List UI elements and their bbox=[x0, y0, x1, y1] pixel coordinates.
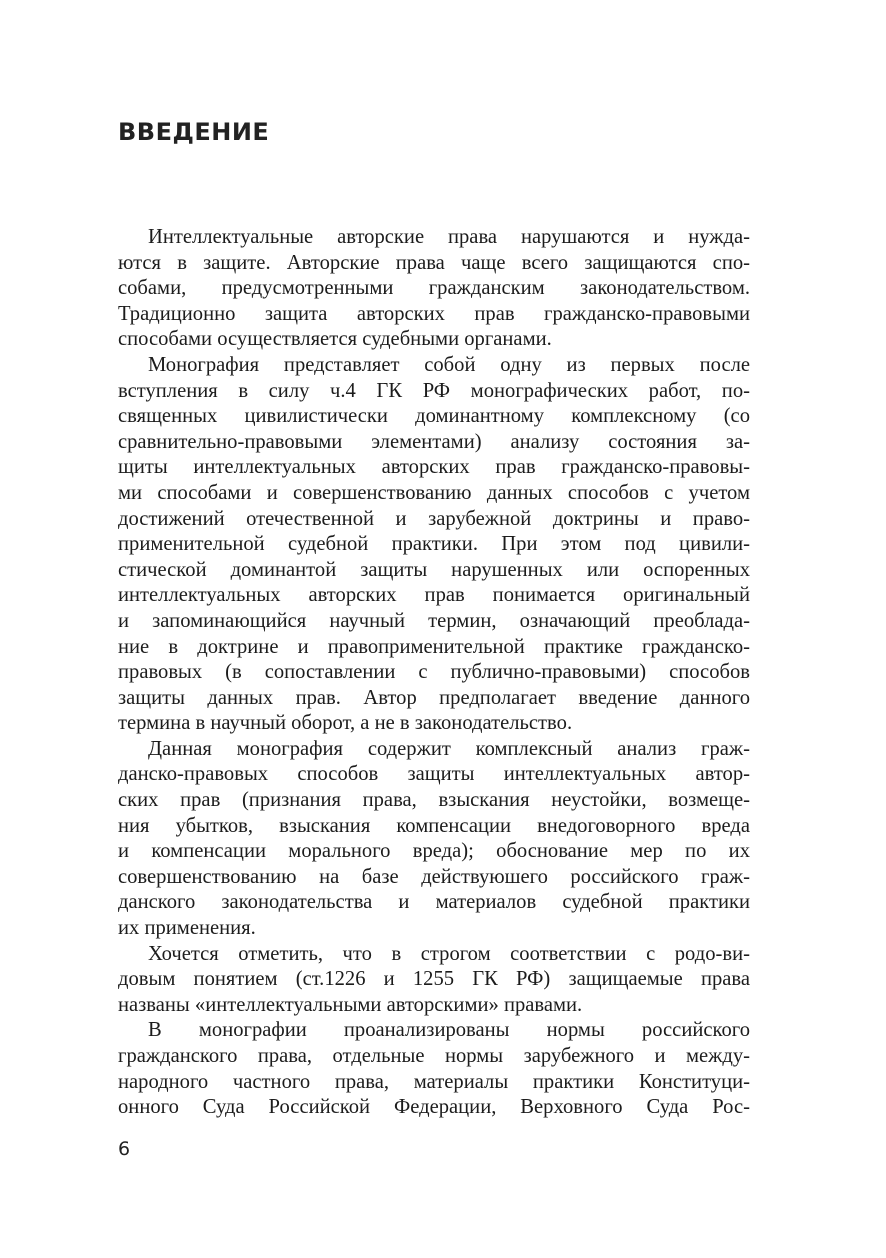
text-line: Интеллектуальные авторские права нарушаются и нужда- bbox=[148, 226, 750, 248]
text-line: применительной судебной практики. При этом под цивили- bbox=[118, 533, 750, 556]
text-line: названы «интеллектуальными авторскими» правами. bbox=[118, 993, 583, 1016]
paragraph bbox=[118, 1018, 750, 1120]
text-line: правовых (в сопоставлении с публично-правовыми) способов bbox=[118, 661, 750, 684]
text-line: вступления в силу ч.4 ГК РФ монографических работ, по- bbox=[118, 379, 750, 402]
paragraph bbox=[118, 942, 750, 1019]
text-line: ние в доктрине и правоприменительной практике гражданско- bbox=[118, 635, 750, 658]
text-line: В монографии проанализированы нормы российского bbox=[148, 1019, 750, 1042]
text-line: данско-правовых способов защиты интеллектуальных автор- bbox=[118, 763, 750, 786]
body-text bbox=[118, 225, 750, 1121]
text-line: гражданского права, отдельные нормы зарубежного и между- bbox=[118, 1045, 750, 1067]
text-line: достижений отечественной и зарубежной доктрины и право- bbox=[118, 507, 750, 530]
text-line: сравнительно-правовыми элементами) анализу состояния за- bbox=[118, 430, 750, 453]
paragraph bbox=[118, 353, 750, 737]
text-line: Монография представляет собой одну из первых после bbox=[148, 353, 750, 376]
text-line: онного Суда Российской Федерации, Верховного Суда Рос- bbox=[118, 1096, 750, 1119]
text-line: ются в защите. Авторские права чаще всего защищаются спо- bbox=[118, 251, 750, 274]
text-line: термина в научный оборот, а не в законодательство. bbox=[118, 712, 573, 735]
text-line: Данная монография содержит комплексный анализ граж- bbox=[148, 737, 750, 760]
paragraph bbox=[118, 737, 750, 942]
text-line: ских прав (признания права, взыскания неустойки, возмеще- bbox=[118, 789, 750, 812]
text-line: и компенсации морального вреда); обоснование мер по их bbox=[118, 840, 750, 863]
text-line: способами осуществляется судебными органами. bbox=[118, 328, 552, 351]
text-line: совершенствованию на базе действуюшего российского граж- bbox=[118, 865, 750, 888]
text-line: ми способами и совершенствованию данных способов с учетом bbox=[118, 481, 750, 504]
text-line: Хочется отметить, что в строгом соответствии с родо-ви- bbox=[148, 942, 750, 965]
text-line: защиты данных прав. Автор предполагает введение данного bbox=[118, 686, 750, 709]
text-line: собами, предусмотренными гражданским законодательством. bbox=[118, 277, 750, 300]
paragraph bbox=[118, 225, 750, 353]
text-line: довым понятием (ст.1226 и 1255 ГК РФ) защищаемые права bbox=[118, 968, 750, 991]
text-line: и запоминающийся научный термин, означающий преоблада- bbox=[118, 609, 750, 632]
page-number: 6 bbox=[118, 1138, 131, 1160]
text-line: священных цивилистически доминантному комплексному (со bbox=[118, 405, 750, 428]
text-line: ния убытков, взыскания компенсации внедоговорного вреда bbox=[118, 814, 750, 837]
text-line: данского законодательства и материалов судебной практики bbox=[118, 891, 750, 914]
page-title: ВВЕДЕНИЕ bbox=[118, 118, 270, 146]
text-line: стической доминантой защиты нарушенных или оспоренных bbox=[118, 558, 750, 581]
text-line: Традиционно защита авторских прав гражданско-правовыми bbox=[118, 302, 750, 325]
text-line: интеллектуальных авторских прав понимается оригинальный bbox=[118, 584, 750, 607]
text-line: их применения. bbox=[118, 917, 256, 940]
text-line: народного частного права, материалы практики Конституци- bbox=[118, 1070, 750, 1093]
text-line: щиты интеллектуальных авторских прав гражданско-правовы- bbox=[118, 456, 750, 479]
